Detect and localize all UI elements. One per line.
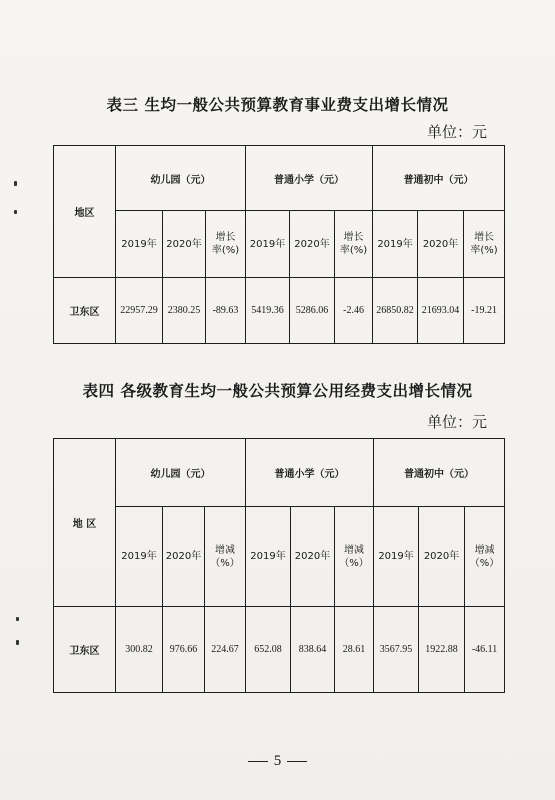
table4-value: 652.08	[246, 607, 291, 693]
table4-group-primary: 普通小学（元）	[246, 439, 374, 507]
table4-region-cell: 卫东区	[54, 607, 116, 693]
table4-sub-change: 增减 （%）	[335, 507, 374, 607]
table3-value: 22957.29	[116, 278, 163, 344]
table4-value: -46.11	[465, 607, 505, 693]
table3-group-kindergarten: 幼儿园（元）	[116, 146, 246, 211]
table4	[53, 438, 505, 693]
table4-value: 3567.95	[374, 607, 419, 693]
page-number-dash-right	[287, 761, 307, 762]
table3-sub-growth: 增长 率(%)	[464, 211, 505, 278]
table4-sub-2019: 2019年	[246, 507, 291, 607]
scan-speck	[16, 640, 19, 645]
table3-sub-2019: 2019年	[116, 211, 163, 278]
table3-unit: 单位：元	[426, 123, 487, 141]
table3-group-junior: 普通初中（元）	[373, 146, 505, 211]
scan-speck	[14, 210, 17, 214]
page-number-dash-left	[248, 761, 268, 762]
page-number: 5	[0, 753, 555, 770]
table3-sub-2019: 2019年	[246, 211, 290, 278]
table4-sub-2019: 2019年	[374, 507, 419, 607]
table3-sub-growth: 增长 率(%)	[206, 211, 246, 278]
table3-value: 26850.82	[373, 278, 418, 344]
table-row	[54, 607, 505, 693]
table4-sub-2019: 2019年	[116, 507, 163, 607]
scan-speck	[16, 617, 19, 621]
table4-value: 976.66	[163, 607, 205, 693]
table4-value: 838.64	[291, 607, 335, 693]
table4-sub-2020: 2020年	[291, 507, 335, 607]
scan-speck	[14, 181, 17, 186]
table3-value: -19.21	[464, 278, 505, 344]
table3-sub-2020: 2020年	[163, 211, 206, 278]
table3-region-header: 地区	[54, 146, 116, 278]
table3	[53, 145, 505, 344]
table4-group-junior: 普通初中（元）	[374, 439, 505, 507]
table4-value: 300.82	[116, 607, 163, 693]
table4-value: 1922.88	[419, 607, 465, 693]
table3-title: 表三 生均一般公共预算教育事业费支出增长情况	[106, 96, 449, 114]
table4-title: 表四 各级教育生均一般公共预算公用经费支出增长情况	[82, 382, 473, 400]
table3-value: 21693.04	[418, 278, 464, 344]
table3-sub-2020: 2020年	[290, 211, 335, 278]
table3-value: 5419.36	[246, 278, 290, 344]
table3-value: 2380.25	[163, 278, 206, 344]
table4-sub-2020: 2020年	[419, 507, 465, 607]
table3-value: 5286.06	[290, 278, 335, 344]
table3-region-cell: 卫东区	[54, 278, 116, 344]
table3-value: -2.46	[335, 278, 373, 344]
table4-sub-2020: 2020年	[163, 507, 205, 607]
table3-sub-growth: 增长 率(%)	[335, 211, 373, 278]
table4-unit: 单位：元	[426, 413, 487, 431]
table-row	[54, 278, 505, 344]
table4-sub-change: 增减 （%）	[205, 507, 246, 607]
table4-group-kindergarten: 幼儿园（元）	[116, 439, 246, 507]
table4-region-header: 地 区	[54, 439, 116, 607]
table3-sub-2019: 2019年	[373, 211, 418, 278]
table3-group-primary: 普通小学（元）	[246, 146, 373, 211]
table4-value: 28.61	[335, 607, 374, 693]
table4-value: 224.67	[205, 607, 246, 693]
table4-sub-change: 增减 （%）	[465, 507, 505, 607]
table3-value: -89.63	[206, 278, 246, 344]
table3-sub-2020: 2020年	[418, 211, 464, 278]
